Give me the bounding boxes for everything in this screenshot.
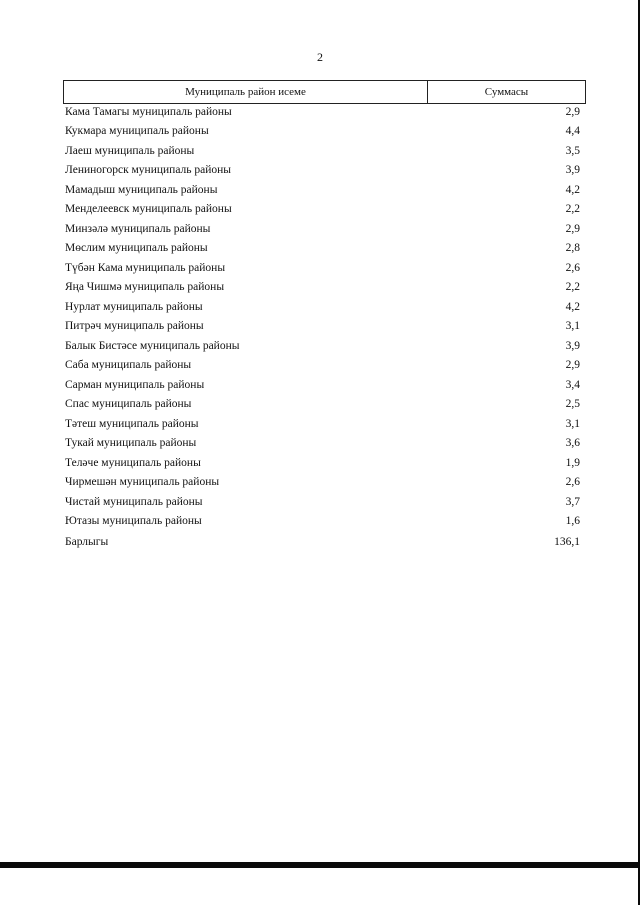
district-name: Лаеш муниципаль районы xyxy=(65,144,195,157)
table-row xyxy=(63,317,586,337)
table-row xyxy=(63,434,586,454)
district-name: Питрәч муниципаль районы xyxy=(65,320,204,333)
district-name: Саба муниципаль районы xyxy=(65,359,192,372)
district-sum: 1,9 xyxy=(565,456,580,469)
district-name: Мөслим муниципаль районы xyxy=(65,242,208,255)
district-sum: 2,2 xyxy=(565,281,580,294)
district-sum: 2,2 xyxy=(565,203,580,216)
district-sum-table xyxy=(63,80,586,552)
district-name: Теләче муниципаль районы xyxy=(65,456,201,469)
district-name: Кукмара муниципаль районы xyxy=(65,125,209,138)
district-name: Нурлат муниципаль районы xyxy=(65,300,203,313)
total-label: Барлыгы xyxy=(65,535,109,548)
table-row xyxy=(63,512,586,532)
table-row xyxy=(63,356,586,376)
table-row xyxy=(63,239,586,259)
district-sum: 1,6 xyxy=(565,515,580,528)
table-row xyxy=(63,336,586,356)
district-sum: 3,5 xyxy=(565,144,580,157)
district-name: Мамадыш муниципаль районы xyxy=(65,183,218,196)
district-sum: 3,9 xyxy=(565,164,580,177)
table-row xyxy=(63,473,586,493)
table-row xyxy=(63,219,586,239)
district-sum: 3,1 xyxy=(565,417,580,430)
district-sum: 2,9 xyxy=(565,359,580,372)
district-sum: 4,2 xyxy=(565,183,580,196)
district-sum: 3,9 xyxy=(565,339,580,352)
table-row xyxy=(63,297,586,317)
header-district-name: Муниципаль район исеме xyxy=(64,81,428,103)
table-row xyxy=(63,161,586,181)
district-name: Яңа Чишмә муниципаль районы xyxy=(65,281,225,294)
table-row xyxy=(63,200,586,220)
district-sum: 2,6 xyxy=(565,476,580,489)
table-row xyxy=(63,180,586,200)
district-sum: 2,8 xyxy=(565,242,580,255)
district-name: Балык Бистәсе муниципаль районы xyxy=(65,339,240,352)
page-number: 2 xyxy=(317,50,323,64)
table-row xyxy=(63,395,586,415)
district-name: Менделеевск муниципаль районы xyxy=(65,203,232,216)
table-header xyxy=(63,80,586,104)
district-sum: 2,9 xyxy=(565,222,580,235)
district-name: Спас муниципаль районы xyxy=(65,398,192,411)
table-row xyxy=(63,453,586,473)
district-name: Ютазы муниципаль районы xyxy=(65,515,202,528)
district-name: Тукай муниципаль районы xyxy=(65,437,197,450)
total-value: 136,1 xyxy=(554,535,580,548)
table-row xyxy=(63,102,586,122)
district-sum: 2,5 xyxy=(565,398,580,411)
table-row xyxy=(63,278,586,298)
district-name: Лениногорск муниципаль районы xyxy=(65,164,232,177)
table-body xyxy=(63,102,586,531)
district-name: Минзәлә муниципаль районы xyxy=(65,222,211,235)
table-row xyxy=(63,258,586,278)
district-sum: 3,4 xyxy=(565,378,580,391)
table-row xyxy=(63,492,586,512)
table-row xyxy=(63,414,586,434)
table-row xyxy=(63,375,586,395)
district-sum: 4,2 xyxy=(565,300,580,313)
district-name: Сарман муниципаль районы xyxy=(65,378,205,391)
district-sum: 3,7 xyxy=(565,495,580,508)
header-sum: Суммасы xyxy=(484,86,529,98)
district-sum: 3,1 xyxy=(565,320,580,333)
scan-bottom-bar xyxy=(0,862,640,868)
table-row xyxy=(63,122,586,142)
district-name: Чирмешән муниципаль районы xyxy=(65,476,220,489)
district-name: Тәтеш муниципаль районы xyxy=(65,417,199,430)
district-sum: 2,6 xyxy=(565,261,580,274)
district-sum: 2,9 xyxy=(565,105,580,118)
table-row xyxy=(63,141,586,161)
district-name: Түбән Кама муниципаль районы xyxy=(65,261,226,274)
district-name: Кама Тамагы муниципаль районы xyxy=(65,105,232,118)
district-sum: 3,6 xyxy=(565,437,580,450)
district-name: Чистай муниципаль районы xyxy=(65,495,203,508)
total-row xyxy=(63,532,586,552)
district-sum: 4,4 xyxy=(565,125,580,138)
